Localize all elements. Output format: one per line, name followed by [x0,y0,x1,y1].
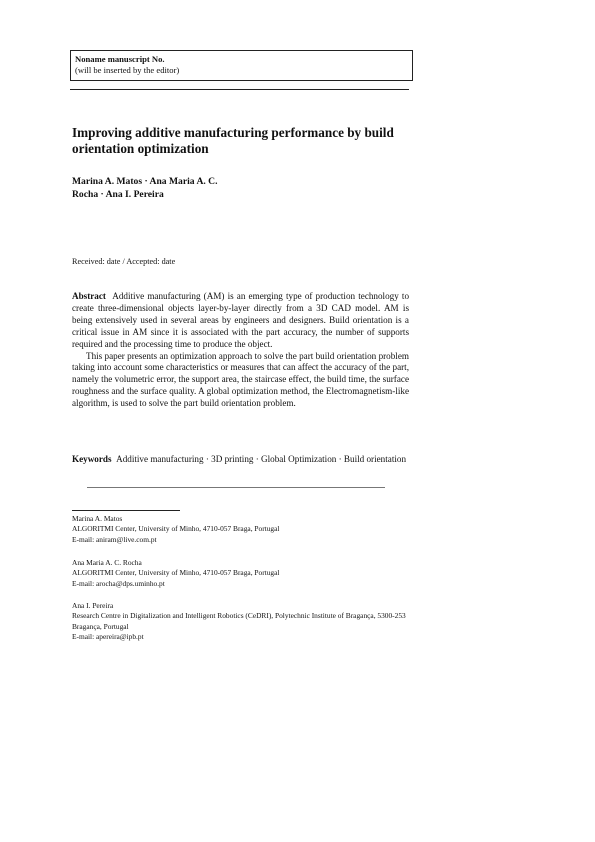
received-accepted-date: Received: date / Accepted: date [72,257,176,266]
author-line-2: Rocha · Ana I. Pereira [72,188,164,200]
abstract-label: Abstract [72,291,106,301]
footnote-author-1 [72,514,412,545]
keywords-section [72,454,409,466]
footnote-email: E-mail: aniram@live.com.pt [72,534,157,544]
footnote-author-2 [72,558,412,589]
keywords-label: Keywords [72,454,112,464]
footnote-name: Ana Maria A. C. Rocha [72,558,142,567]
footnote-name: Marina A. Matos [72,514,123,523]
footnote-email: E-mail: arocha@dps.uminho.pt [72,578,165,588]
footnote-email: E-mail: apereira@ipb.pt [72,631,144,641]
abstract-text-1: Additive manufacturing (AM) is an emerging type of production technology to create three-dimensional objects layer-by-layer directly from a 3D CAD model. AM is being extensively used in several areas by engineers and designers. Build orientation is a critical issue in AM since it is associated with the part accuracy, the number of supports required and the processing time to produce the object. [72,291,410,349]
manuscript-header-box [70,50,413,81]
keywords-text: Additive manufacturing · 3D printing · Global Optimization · Build orientation [116,454,407,464]
paper-title: Improving additive manufacturing performance by build orientation optimization [72,125,394,156]
footnote-affiliation: ALGORITMI Center, University of Minho, 4710-057 Braga, Portugal [72,524,280,534]
abstract-section [72,291,409,410]
keywords-separator [87,487,385,488]
editor-note: (will be inserted by the editor) [75,65,180,75]
footnote-name: Ana I. Pereira [72,601,114,610]
footnote-author-3 [72,601,412,642]
abstract-paragraph-2: This paper presents an optimization approach to solve the part build orientation problem taking into account some characteristics or measures that can affect the accuracy of the part, namely the volumetric error, the support area, the staircase effect, the build time, the surface roughness and the surface quality. A global optimization method, the Electromagnetism-like algorithm, is used to solve the part build orientation problem. [72,350,409,409]
header-rule [70,89,409,90]
author-line-1: Marina A. Matos · Ana Maria A. C. [72,176,218,187]
footnote-affiliation: ALGORITMI Center, University of Minho, 4710-057 Braga, Portugal [72,568,280,578]
author-list [72,176,402,201]
manuscript-number: Noname manuscript No. [75,54,165,64]
footnote-rule [72,510,180,511]
abstract-paragraph-1 [72,291,409,351]
footnote-affiliation: Research Centre in Digitalization and Intelligent Robotics (CeDRI), Polytechnic Institute of Bragança, 5300-253 Bragança, Portugal [72,611,406,631]
